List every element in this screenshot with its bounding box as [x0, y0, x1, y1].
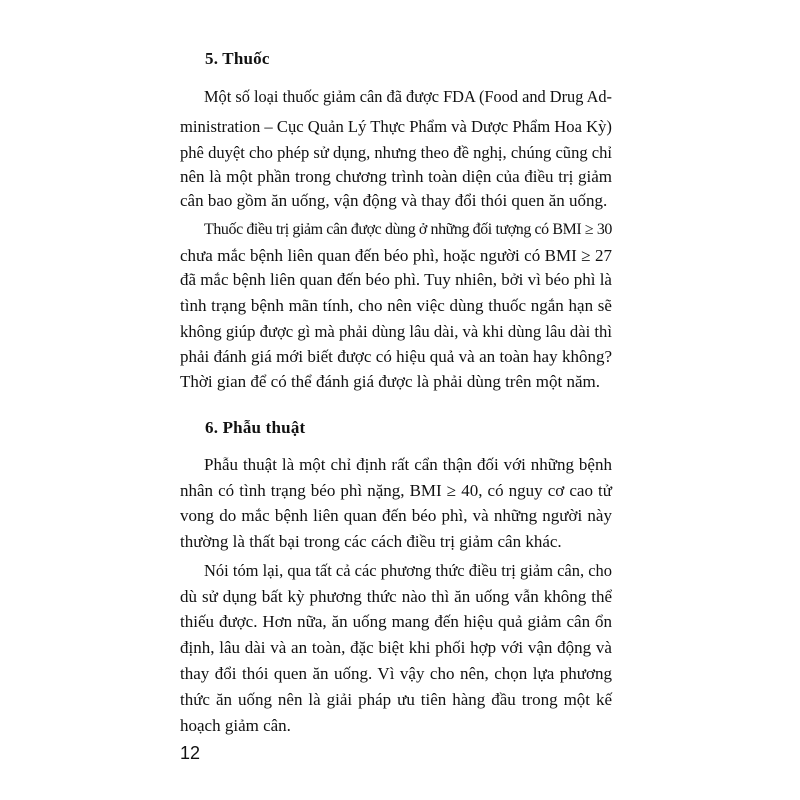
text-line: Một số loại thuốc giảm cân đã được FDA (Food and Drug Ad-: [204, 87, 613, 106]
section-heading-thuoc: 5. Thuốc: [205, 49, 270, 68]
text-line: phải đánh giá mới biết được có hiệu quả và an toàn hay không?: [180, 347, 612, 366]
text-line: cân bao gồm ăn uống, vận động và thay đổi thói quen ăn uống.: [180, 191, 608, 210]
text-line: nhân có tình trạng béo phì nặng, BMI ≥ 40, có nguy cơ cao tử: [180, 481, 612, 500]
text-line: nên là một phần trong chương trình toàn diện của điều trị giảm: [180, 167, 612, 186]
text-line: không giúp được gì mà phải dùng lâu dài, và khi dùng lâu dài thì: [180, 322, 612, 341]
text-line: hoạch giảm cân.: [180, 716, 291, 735]
text-line: Phẫu thuật là một chỉ định rất cẩn thận đối với những bệnh: [204, 455, 612, 474]
text-line: thường là thất bại trong các cách điều trị giảm cân khác.: [180, 532, 562, 551]
section-heading-phau-thuat: 6. Phẫu thuật: [205, 418, 306, 437]
text-line: thiếu được. Hơn nữa, ăn uống mang đến hiệu quả giảm cân ổn: [180, 612, 613, 631]
text-line: định, lâu dài và an toàn, đặc biệt khi phối hợp với vận động và: [180, 638, 612, 657]
text-line: vong do mắc bệnh liên quan đến béo phì, và những người này: [180, 506, 612, 525]
text-line: Nói tóm lại, qua tất cả các phương thức điều trị giảm cân, cho: [204, 561, 613, 580]
text-line: Thuốc điều trị giảm cân được dùng ở những đối tượng có BMI ≥ 30: [204, 221, 613, 238]
text-line: ministration – Cục Quản Lý Thực Phẩm và Dược Phẩm Hoa Kỳ): [180, 117, 612, 136]
text-line: tình trạng bệnh mãn tính, cho nên việc dùng thuốc ngắn hạn sẽ: [180, 296, 612, 315]
text-line: đã mắc bệnh liên quan đến béo phì. Tuy nhiên, bởi vì béo phì là: [180, 270, 612, 289]
text-line: Thời gian để có thể đánh giá được là phải dùng trên một năm.: [180, 372, 600, 391]
text-line: phê duyệt cho phép sử dụng, nhưng theo đề nghị, chúng cũng chỉ: [180, 143, 613, 162]
page-number: 12: [180, 743, 201, 763]
text-line: thức ăn uống nên là giải pháp ưu tiên hàng đầu trong một kế: [180, 690, 613, 709]
text-line: chưa mắc bệnh liên quan đến béo phì, hoặc người có BMI ≥ 27: [180, 246, 612, 265]
text-line: thay đổi thói quen ăn uống. Vì vậy cho nên, chọn lựa phương: [180, 664, 612, 683]
text-line: dù sử dụng bất kỳ phương thức nào thì ăn uống vẫn không thể: [180, 587, 613, 606]
